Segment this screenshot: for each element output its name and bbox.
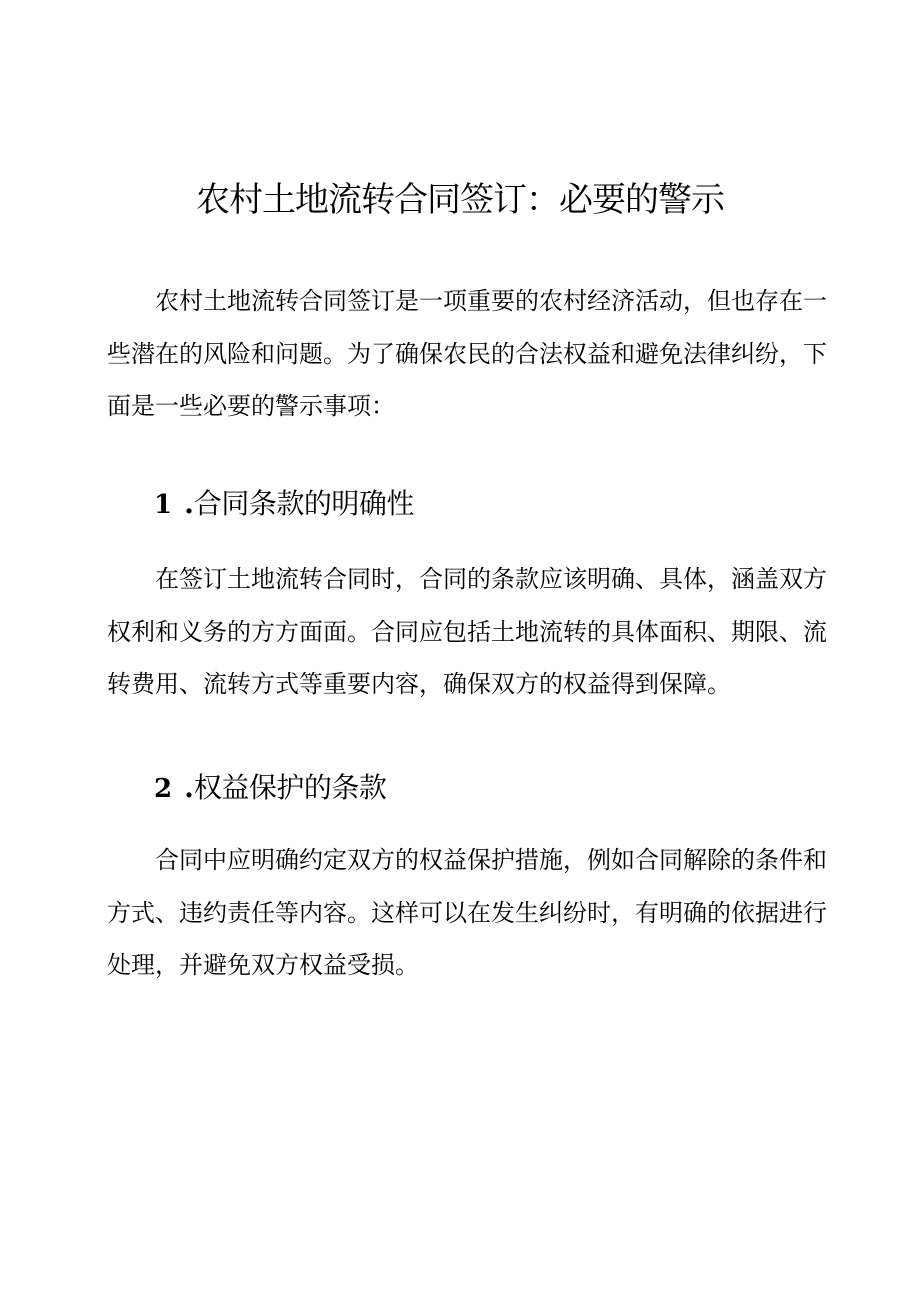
section-1-title: 合同条款的明确性 bbox=[193, 487, 414, 520]
section-2-title: 权益保护的条款 bbox=[193, 771, 387, 804]
section-1-dot: . bbox=[184, 487, 194, 520]
section-1-heading bbox=[154, 484, 414, 525]
section-2-number: 2 bbox=[154, 774, 173, 804]
section-2-dot: . bbox=[184, 771, 194, 804]
section-2-heading bbox=[154, 768, 386, 809]
section-1-number: 1 bbox=[154, 490, 173, 520]
section-2-paragraph: 合同中应明确约定双方的权益保护措施，例如合同解除的条件和方式、违约责任等内容。这样可以在发生纠纷时，有明确的依据进行处理，并避免双方权益受损。 bbox=[107, 846, 827, 979]
document-title: 农村土地流转合同签订：必要的警示 bbox=[196, 180, 724, 220]
section-1-paragraph: 在签订土地流转合同时，合同的条款应该明确、具体，涵盖双方权利和义务的方方面面。合同应包括土地流转的具体面积、期限、流转费用、流转方式等重要内容，确保双方的权益得到保障。 bbox=[107, 565, 827, 698]
intro-paragraph: 农村土地流转合同签订是一项重要的农村经济活动，但也存在一些潜在的风险和问题。为了确保农民的合法权益和避免法律纠纷，下面是一些必要的警示事项： bbox=[107, 287, 827, 420]
